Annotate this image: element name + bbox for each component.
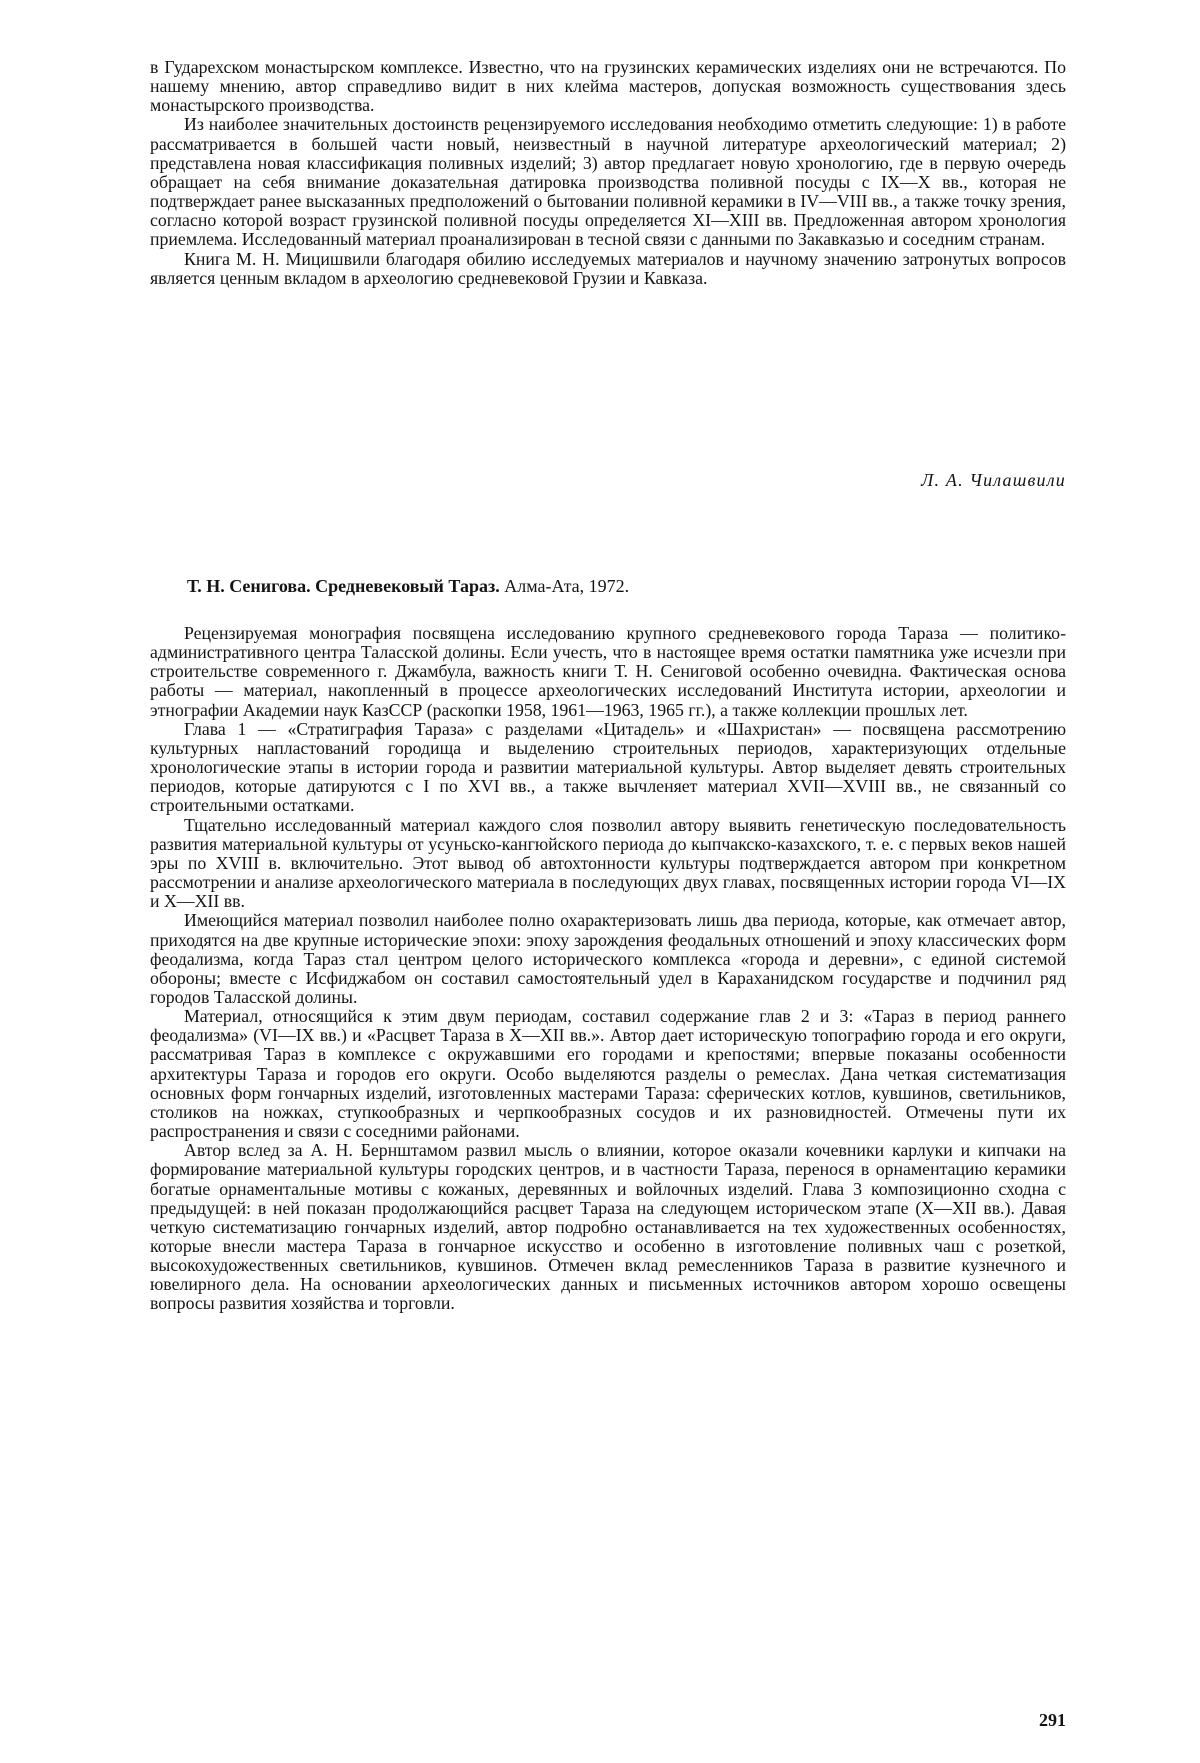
review-continuation: [150, 58, 1066, 288]
reviewer-signature: Л. А. Чилашвили: [921, 470, 1066, 490]
review-heading: [187, 575, 1067, 597]
paragraph: Тщательно исследованный материал каждого слоя позволил автору выявить генетическую последовательность развития материальной культуры от усуньско-кангюйского периода до кыпчакско-казахского, т. е. с первых веков нашей эры по XVIII в. включительно. Этот вывод об автохтонности культуры подтверждается автором при конкретном рассмотрении и анализе археологического материала в последующих двух главах, посвященных истории города VI—IX и X—XII вв.: [150, 814, 1066, 912]
paragraph: Материал, относящийся к этим двум периодам, составил содержание глав 2 и 3: «Тараз в период раннего феодализма» (VI—IX вв.) и «Расцвет Тараза в X—XII вв.». Автор дает историческую топографию города и его округи, рассматривая Тараз в комплексе с окружавшими его городами и крепостями; впервые показаны особенности архитектуры Тараза и городов его округи. Особо выделяются разделы о ремеслах. Дана четкая систематизация основных форм гончарных изделий, изготовленных мастерами Тараза: сферических котлов, кувшинов, светильников, столиков на ножках, ступкообразных и черпкообразных сосудов и их разновидностей. Отмечены пути их распространения и связи с соседними районами.: [150, 1006, 1066, 1142]
paragraph: в Гударехском монастырском комплексе. Известно, что на грузинских керамических изделиях они не встречаются. По нашему мнению, автор справедливо видит в них клейма мастеров, допуская возможность существования здесь монастырского производства.: [150, 57, 1066, 116]
paragraph: Книга М. Н. Мицишвили благодаря обилию исследуемых материалов и научному значению затронутых вопросов является ценным вкладом в археологию средневековой Грузии и Кавказа.: [150, 248, 1066, 288]
paragraph: Рецензируемая монография посвящена исследованию крупного средневекового города Тараза — политико-административного центра Таласской долины. Если учесть, что в настоящее время остатки памятника уже исчезли при строительстве современного г. Джамбула, важность книги Т. Н. Сениговой особенно очевидна. Фактическая основа работы — материал, накопленный в процессе археологических исследований Института истории, археологии и этнографии Академии наук КазССР (раскопки 1958, 1961—1963, 1965 гг.), а также коллекции прошлых лет.: [150, 623, 1066, 720]
reviewed-author: Т. Н. Сенигова.: [187, 576, 311, 596]
paragraph: Глава 1 — «Стратиграфия Тараза» с разделами «Цитадель» и «Шахристан» — посвящена рассмотрению культурных напластований городища и выделению строительных периодов, характеризующих отдельные хронологические этапы в истории города и развитии материальной культуры. Автор выделяет девять строительных периодов, которые датируются с I по XVI вв., а также вычленяет материал XVII—XVIII вв., не связанный со строительными остатками.: [150, 718, 1066, 816]
paragraph: Автор вслед за А. Н. Бернштамом развил мысль о влиянии, которое оказали кочевники карлуки и кипчаки на формирование материальной культуры городских центров, и в частности Тараза, перенося в орнаментацию керамики богатые орнаментальные мотивы с кожаных, деревянных и войлочных изделий. Глава 3 композиционно сходна с предыдущей: в ней показан продолжающийся расцвет Тараза на следующем историческом этапе (X—XII вв.). Давая четкую систематизацию гончарных изделий, автор подробно останавливается на тех художественных особенностях, которые внесли мастера Тараза в гончарное искусство и особенно в изготовление поливных чаш с розеткой, высокохудожественных светильников, кувшинов. Отмечен вклад ремесленников Тараза в развитие кузнечного и ювелирного дела. На основании археологических данных и письменных источников автором хорошо освещены вопросы развития хозяйства и торговли.: [150, 1140, 1066, 1314]
paragraph: Из наиболее значительных достоинств рецензируемого исследования необходимо отметить следующие: 1) в работе рассматривается в большей части новый, неизвестный в научной литературе археологический материал; 2) представлена новая классификация поливных изделий; 3) автор предлагает новую хронологию, где в первую очередь обращает на себя внимание доказательная датировка производства поливной посуды с IX—X вв., которая не подтверждает ранее высказанных предположений о бытовании поливной керамики в IV—VIII вв., а также точку зрения, согласно которой возраст грузинской поливной посуды определяется XI—XIII вв. Предложенная автором хронология приемлема. Исследованный материал проанализирован в тесной связи с данными по Закавказью и соседним странам.: [150, 114, 1066, 250]
paragraph: Имеющийся материал позволил наиболее полно охарактеризовать лишь два периода, которые, как отмечает автор, приходятся на две крупные исторические эпохи: эпоху зарождения феодальных отношений и эпоху классических форм феодализма, когда Тараз стал центром целого исторического комплекса «города и деревни», с единой системой обороны; вместе с Исфиджабом он составил самостоятельный удел в Караханидском государстве и подчинил ряд городов Таласской долины.: [150, 910, 1066, 1007]
review-body: [150, 624, 1066, 1314]
page-number: 291: [1039, 1710, 1066, 1730]
reviewed-imprint: Алма-Ата, 1972.: [504, 576, 630, 596]
reviewed-title: Средневековый Тараз.: [315, 576, 500, 596]
